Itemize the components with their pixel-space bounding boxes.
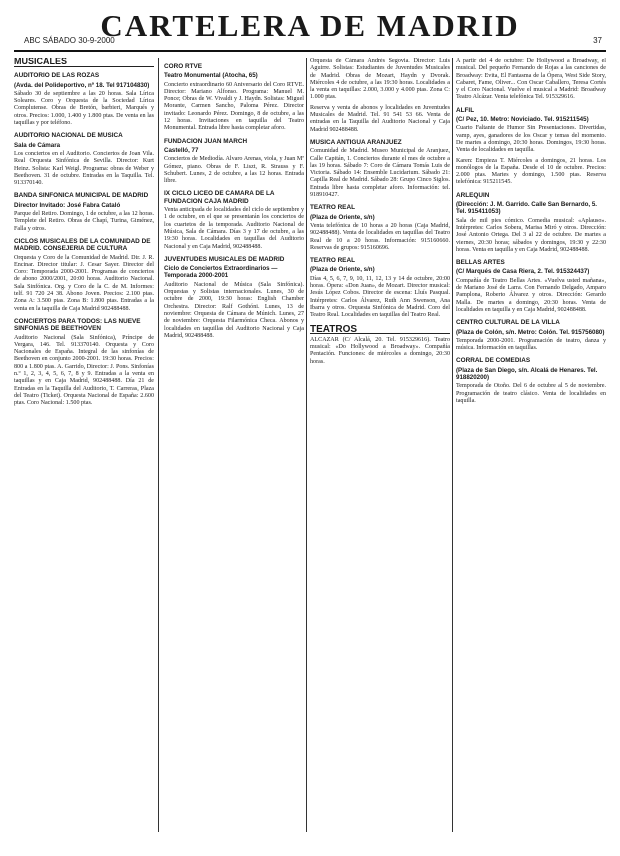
listing-subheading: (C/ Pez, 10. Metro: Noviciado. Tel. 915211545) (456, 116, 589, 124)
column-1 (14, 58, 154, 836)
listing (14, 192, 154, 232)
listing-heading: BANDA SINFONICA MUNICIPAL DE MADRID (14, 192, 149, 200)
listing-body: Cuarto Faltante de Humor Sin Presentaciones. Divertidas, vamp, ayes, ganadores de los Oscar y temas del momento. De martes a domingo, 20:30 horas. Domingos, 19:30 horas. Venta de localidades en taquilla. (456, 125, 606, 154)
listing (310, 139, 450, 199)
listing-body: Sábado 30 de septiembre a las 20 horas. Sala Lírica Soleares. Coro y Orquesta de la Sociedad Lírica Complutense. Obras de Bretón, barbieri, Marqués y otros. Precios: 1.000, 1.400 y 1.800 ptas. De venta en las taquillas y por teléfono. (14, 90, 154, 127)
column-divider (452, 58, 453, 832)
listing-subheading: (Avda. del Polideportivo, nº 18. Tel 917104830) (14, 81, 150, 89)
listing (456, 107, 606, 155)
listing-body: Temporada de Otoño. Del 6 de octubre al 5 de noviembre. Programación de teatro clásico. Venta de localidades en taquilla. (456, 383, 606, 404)
page-date: ABC SÁBADO 30-9-2000 (24, 36, 115, 45)
listing (310, 105, 450, 134)
listing-subheading: (Dirección: J. M. Garrido. Calle San Bernardo, 5. Tel. 915411053) (456, 201, 597, 216)
column-4 (456, 58, 606, 836)
listing-body: Venta telefónica de 10 horas a 20 horas (Caja Madrid, 902488488). Venta de localidades en taquillas del Teatro Real de 10 a 20 horas. Información: 915160660. Reservas de grupos: 915160696. (310, 222, 450, 251)
listing (456, 357, 606, 405)
listing (310, 257, 450, 319)
listing-body: Auditorio Nacional (Sala Sinfónica), Príncipe de Vergara, 146. Tel. 913370140. Orquesta y Coro Nacionales de España. Integral de las sinfonías de Beethoven en conjunto 2000-2001. 19:30 horas. Precios: 800 a 1.800 ptas. A. Garrido, Director: J. Pons. Sinfonías n.º 1, 2, 3, 4, 5, 6, 7, 8 y 9. Entradas a la venta en taquillas y en Caja Madrid, 902488488. Día 21 de Entradas en la Taquilla del Auditorio, T. Carreras, Plaza del Teatro (Ticket). Orquesta Nacional de España: 2.600 ptas. Coro Nacional: 1.500 ptas. (14, 334, 154, 407)
page-header (14, 6, 606, 52)
listing-body: Orquesta y Coro de la Comunidad de Madrid. Dir. J. R. Encinar. Director titular: J. Cesar Sayer. Director del Coro: Temporada 2000-2001. Programas de conciertos de abono 2000/2001, 20:00 horas. Auditorio Nacional. Sala Sinfónica. Org. y Coro de la C. de M. Informes: telf. 91 720 24 38. Abono Joven. Precios: 2.100 ptas. Zona A: 3.500 ptas. Zona B: 1.800 ptas. Entradas a la venta en la taquilla de Caja Madrid 902488488. (14, 254, 154, 312)
listing-subheading: Castelló, 77 (164, 146, 199, 154)
listing-subheading: Director Invitado: José Fabra Cataló (14, 201, 121, 209)
listing-heading: TEATRO REAL (310, 257, 355, 265)
page-title: CARTELERA DE MADRID (100, 8, 520, 43)
listing-body: Compañía de Teatro Bellas Artes. «Vuelva usted mañana», de Mariano José de Larra. Con Fernando Delgado, Amparo Pamplona, Roberto Álvarez y otros. Dirección: Gerardo Malla. De martes a domingo, 20:30 horas. Venta de localidades en taquilla y en Caja Madrid, 902488488. (456, 277, 606, 313)
listing-body: Karen: Empieza T. Miércoles a domingos, 21 horas. Los monólogos de la España. Desde el 10 de octubre. Precios: 2.000 ptas. Martes y domingo, 1.500 ptas. Reserva telefónica: 915211545. (456, 157, 606, 186)
listing-body: Venta anticipada de localidades del ciclo de septiembre y 1 de octubre, en el que se presentarán los conciertos de los cuartetos de la temporada. Auditorio Nacional de Música, Sala de Cámara. Días 3 y 17 de octubre, a las 19:30 horas. Localidades en taquillas del Auditorio Nacional y en Caja Madrid, 902488488. (164, 207, 304, 250)
listing-subheading: (C/ Marqués de Casa Riera, 2. Tel. 915324437) (456, 268, 590, 276)
listing (456, 319, 606, 352)
listing-heading: JUVENTUDES MUSICALES DE MADRID (164, 255, 285, 263)
listing-heading: TEATRO REAL (310, 204, 355, 212)
listing-subheading: Teatro Monumental (Atocha, 65) (164, 72, 258, 80)
page-number: 37 (593, 36, 602, 45)
listing (164, 190, 304, 250)
listing-heading: CORRAL DE COMEDIAS (456, 357, 531, 365)
listing-body: Conciertos de Mediodía. Alvaro Arenas, viola, y Juan Mª Gómez, piano. Obras de F. Liszt, R. Strauss y F. Schubert. Lunes, 2 de octubre, a las 12 horas. Entrada libre. (164, 156, 304, 185)
listing (310, 58, 450, 102)
listing-heading: ARLEQUIN (456, 191, 490, 199)
listing-body: Sala de mil pies cómico. Comedia musical: «Aplauso». Intérpretes: Carlos Sobera, Marisa Miró y otros. Dirección: José Antonio Ortega. Del 3 al 22 de octubre. De martes a viernes, 20:30 horas; sábados y domingos, 19:30 y 22:30 horas. Venta en taquilla y en Caja Madrid, 902488488. (456, 217, 606, 253)
listing (14, 318, 154, 408)
listing (456, 192, 606, 254)
listing-heading: AUDITORIO DE LAS ROZAS (14, 72, 100, 80)
listing-heading: CENTRO CULTURAL DE LA VILLA (456, 319, 560, 327)
listing-heading: CORO RTVE (164, 63, 202, 70)
listing (456, 158, 606, 187)
column-3 (310, 58, 450, 836)
listing-subheading: (Plaza de Oriente, s/n) (310, 266, 375, 274)
listing-subheading: (Plaza de Oriente, s/n) (310, 213, 375, 221)
listing-subheading: (Plaza de Colón, s/n. Metro: Colón. Tel. 915756080) (456, 328, 605, 336)
listing-body: Días 4, 5, 6, 7, 9, 10, 11, 12, 13 y 14 de octubre, 20:00 horas. Ópera: «Don Juan», de Mozart. Director musical: Jesús López Cobos. Director de escena: Lluís Pasqual. Intérpretes: Carlos Álvarez, Ruth Ann Swenson, Ana Ibarra y otros. Orquesta Sinfónica de Madrid. Coro del Teatro Real. Localidades en taquillas del Teatro Real. (310, 275, 450, 319)
listing-body: A partir del 4 de octubre: De Hollywood a Broadway, el musical. Del pequeño Fernando de Rojas a las canciones de Broadway: Evita, El Fantasma de la Ópera, West Side Story, Cabaret, Fame, Oliver... Con Oscar Caballero, Teresa Cortés y el Coro Nacional. Vuelve el musical a Madrid: Broadway Teatro Alcázar. Venta telefónica Tel. 915329616. (456, 58, 606, 101)
listing-heading: CONCIERTOS PARA TODOS: LAS NUEVE SINFONIAS DE BEETHOVEN (14, 317, 141, 333)
listing-body: Los conciertos en el Auditorio. Conciertos de Joan Vila. Real Orquesta Sinfónica de Sevilla. Director: Kurt Heinz. Solista: Karl Weigl. Programa: obras de Weber y Beethoven. 31 de octubre. Entradas en la Taquilla. Tel. 913370140. (14, 150, 154, 187)
listing (310, 204, 450, 252)
listing-heading: FUNDACION JUAN MARCH (164, 137, 248, 145)
listing-body: ALCAZAR (C/ Alcalá, 20. Tel. 915329616). Teatro musical: «Do Hollywood a Broadway». Compañía Pentación. Funciones: de miércoles a domingo, 20:30 horas. (310, 336, 450, 365)
listing (14, 132, 154, 187)
column-2 (164, 58, 304, 836)
listing-subheading: (Plaza de San Diego, s/n. Alcalá de Henares. Tel. 918820200) (456, 366, 598, 381)
listing-heading: MUSICA ANTIGUA ARANJUEZ (310, 138, 402, 146)
listing-subheading: Ciclo de Conciertos Extraordinarios — Temporada 2000-2001 (164, 265, 278, 280)
listing (164, 138, 304, 186)
listing-body: Orquesta de Cámara Andrés Segovia. Director: Luis Aguirre. Solistas: Estudiantes de Juventudes Musicales de Madrid. Obras de Mozart, Haydn y Dvorak. Miércoles 4 de octubre, a las 19:30 horas. Localidades a la venta en taquillas: 2.000, 3.000 y 4.000 ptas. Zona C: 1.000 ptas. (310, 58, 450, 101)
listing-heading: BELLAS ARTES (456, 259, 505, 267)
listing-heading: AUDITORIO NACIONAL DE MUSICA (14, 132, 123, 140)
listing (164, 63, 304, 133)
listing-body: Reserva y venta de abonos y localidades en Juventudes Musicales de Madrid. Tel. 91 541 53 66. Venta de entradas en la Taquilla del Auditorio Nacional y Caja Madrid 902488488. (310, 104, 450, 133)
listing (456, 58, 606, 102)
listing-body: Comunidad de Madrid. Museo Municipal de Aranjuez, Calle Capitán, 1. Conciertos durante el mes de octubre a las 19 horas. Sábado 7: Coro de Cámara Tomás Luis de Victoria. Sábado 14: Ensemble Lucidarium. Sábado 21: Capilla Real de Madrid. Sábado 28: Grupo Cinco Siglos. Entrada libre hasta completar aforo. Información: tel. 918910427. (310, 148, 450, 199)
listing (14, 238, 154, 313)
listing (14, 72, 154, 127)
listing-body: Concierto extraordinario 60 Aniversario del Coro RTVE. Director: Mariano Alfonso. Programa: Manuel M. Ponce; Obras de W. Vivaldi y J. Haydn. Solistas: Miguel Morante, Carmen Sancho, Paloma Pérez. Director invitado: Leonardo Pérez. Domingo, 8 de octubre, a las 12 horas. Invitaciones en taquilla del Teatro Monumental. Entrada libre hasta completar aforo. (164, 81, 304, 132)
column-divider (158, 58, 159, 832)
section-teatros: TEATROS (310, 326, 450, 334)
listing-heading: CICLOS MUSICALES DE LA COMUNIDAD DE MADRID. CONSEJERIA DE CULTURA (14, 237, 151, 253)
listing-body: Auditorio Nacional de Música (Sala Sinfónica). Orquestas y Solistas internacionales. Lunes, 30 de octubre de 2000, 19:30 horas: English Chamber Orchestra. Director: Ralf Gothóni. Lunes, 13 de noviembre: Orquesta de Cámara de Múnich. Lunes, 27 de noviembre: Orquesta Filarmónica Checa. Abonos y localidades en taquillas del Auditorio Nacional y Caja Madrid, 902488488. (164, 281, 304, 339)
column-divider (306, 58, 307, 832)
listing (164, 256, 304, 340)
listing (456, 259, 606, 314)
listing-heading: ALFIL (456, 106, 475, 114)
listing-subheading: Sala de Cámara (14, 141, 61, 149)
listing-body: Temporada 2000-2001. Programación de teatro, danza y música. Información en taquillas. (456, 337, 606, 352)
section-musicales: MUSICALES (14, 58, 154, 67)
listing-heading: IX CICLO LICEO DE CAMARA DE LA FUNDACION CAJA MADRID (164, 190, 275, 205)
listing-body: Parque del Retiro. Domingo, 1 de octubre, a las 12 horas. Templete del Retiro. Obras de Chapí, Turina, Giménez, Falla y otros. (14, 211, 154, 232)
